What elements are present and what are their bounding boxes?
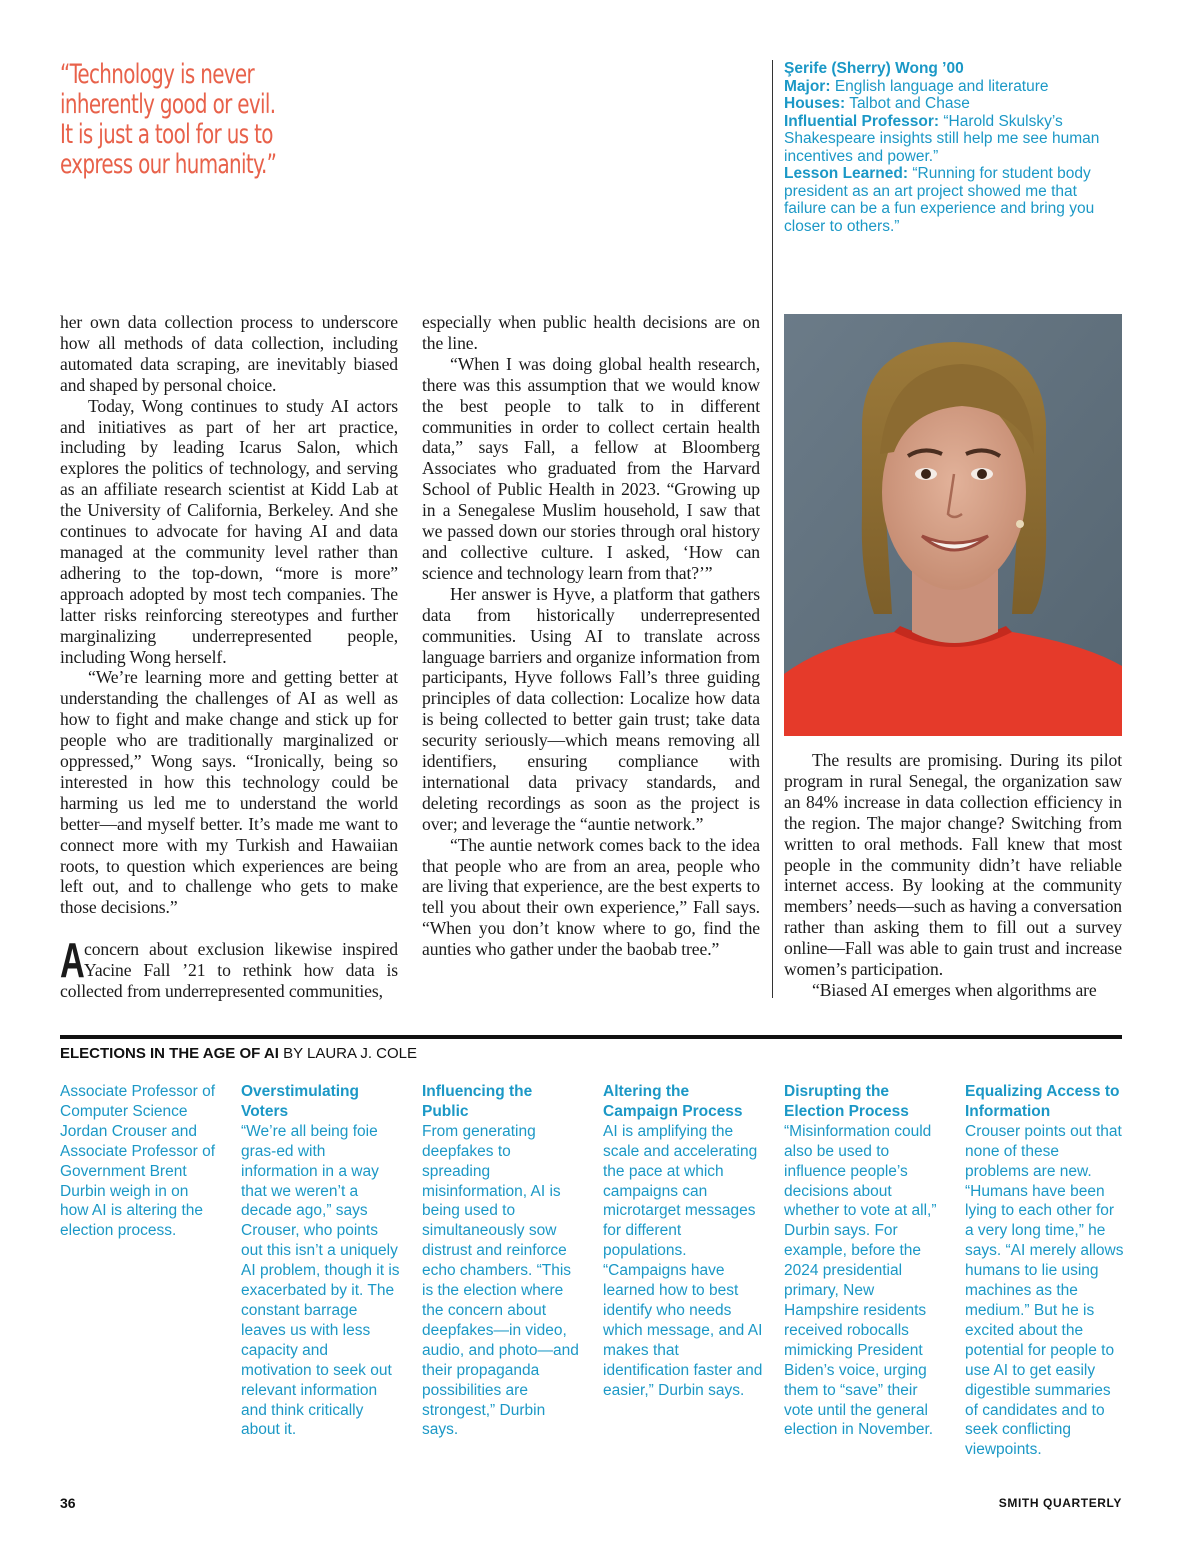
profile-professor-label: Influential Professor: bbox=[784, 112, 940, 130]
magazine-name: SMITH QUARTERLY bbox=[998, 1496, 1122, 1510]
profile-lesson bbox=[784, 165, 1114, 235]
article-paragraph: “When I was doing global health research, there was this assumption that we would know the best people to talk to in different communities in order to collect certain health data,” says Fall, a fellow at Bloomberg Associates who graduated from the Harvard School of Public Health in 2023. “Growing up in a Senegalese Muslim household, I saw that we passed down our stories through oral history and collective culture. I asked, ‘How can science and technology learn from that?’” bbox=[422, 353, 760, 583]
sidebar-title: ELECTIONS IN THE AGE OF AI bbox=[60, 1045, 279, 1062]
sidebar-byline: BY LAURA J. COLE bbox=[283, 1045, 418, 1062]
article-paragraph: especially when public health decisions are on the line. bbox=[422, 312, 760, 353]
profile-houses-value: Talbot and Chase bbox=[849, 95, 970, 112]
article-paragraph: “We’re learning more and getting better at understanding the challenges of AI as well as how to fight and make change and stick up for people who are traditionally marginalized or oppressed,” Wong says. “Ironically, being so interested in how this technology could be harming us led me to understand the world better—and myself better. It’s made me want to connect more with my Turkish and Hawaiian roots, to question which experiences are being left out, and to challenge who gets to make those decisions.” bbox=[60, 667, 398, 918]
profile-major bbox=[784, 78, 1114, 96]
profile-professor-value: “Harold Skulsky’s Shakespeare insights still help me see human incentives and power.” bbox=[784, 112, 1100, 165]
article-paragraph: her own data collection process to underscore how all methods of data collection, including automated data scraping, are inevitably biased and shaped by personal choice. bbox=[60, 312, 398, 395]
article-paragraph: “The auntie network comes back to the idea that people who are from an area, people who are living that experience, are the best experts to tell you about their own experience,” Fall says. “When you don’t know where to go, find the aunties who gather under the baobab tree.” bbox=[422, 834, 760, 960]
article-column-1 bbox=[60, 312, 398, 1002]
sidebar-column-heading: Altering the Campaign Process bbox=[603, 1083, 743, 1120]
profile-houses bbox=[784, 95, 1114, 113]
sidebar-column-body: From generating deepfakes to spreading misinformation, AI is being used to simultaneously sow distrust and reinforce echo chambers. “This is the election where the concern about deepfakes—in video, audio, and photo—and their propaganda possibilities are strongest,” Durbin says. bbox=[422, 1122, 579, 1439]
article-paragraph: Her answer is Hyve, a platform that gathers data from historically underrepresented communities. Using AI to translate across language barriers and organize information from participants, Hyve follows Fall’s three guiding principles of data collection: Localize how data is being collected to better gain trust; take data security seriously—which means removing all identifiers, ensuring compliance with international data privacy standards, and deleting recordings as soon as the project is over; and leverage the “auntie network.” bbox=[422, 583, 760, 834]
sidebar-column-heading: Disrupting the Election Process bbox=[784, 1083, 909, 1120]
article-paragraph: “Biased AI emerges when algorithms are bbox=[812, 979, 1097, 1000]
article-column-3 bbox=[784, 750, 1122, 1001]
sidebar-column bbox=[603, 1082, 763, 1401]
column-divider bbox=[772, 60, 773, 998]
sidebar-column-body: Crouser points out that none of these problems are new. “Humans have been lying to each other for a very long time,” he says. “AI merely allows humans to lie using machines as the medium.” But he is excited about the potential for people to use AI to get easily digestible summaries of candidates and to seek conflicting viewpoints. bbox=[965, 1122, 1124, 1459]
sidebar-column-heading: Overstimulating Voters bbox=[241, 1083, 359, 1120]
portrait-illustration bbox=[784, 314, 1122, 736]
sidebar-intro: Associate Professor of Computer Science Jordan Crouser and Associate Professor of Government Brent Durbin weigh in on how AI is altering the election process. bbox=[60, 1083, 216, 1240]
article-paragraph: Today, Wong continues to study AI actors and initiatives as part of her art practice, including by leading Icarus Salon, which explores the politics of technology, and serving as an affiliate research scientist at Kidd Lab at the University of California, Berkeley. And she continues to advocate for having AI and data managed at the community level rather than adhering to the top-down, “more is more” approach adopted by most tech companies. The latter risks reinforcing stereotypes and further marginalizing underrepresented people, including Wong herself. bbox=[60, 395, 398, 667]
drop-cap: A bbox=[60, 934, 85, 989]
sidebar-column bbox=[422, 1082, 582, 1440]
profile-name: Şerife (Sherry) Wong ’00 bbox=[784, 60, 964, 77]
profile-professor bbox=[784, 113, 1114, 166]
sidebar-column-heading: Equalizing Access to Information bbox=[965, 1083, 1120, 1120]
page-number: 36 bbox=[60, 1495, 76, 1511]
sidebar-column-body: “Misinformation could also be used to influence people’s decisions about whether to vote at all,” Durbin says. For example, before the 2024 presidential primary, New Hampshire residents received robocalls mimicking President Biden’s voice, urging them to “save” their vote until the general election in November. bbox=[784, 1122, 937, 1439]
article-paragraph: The results are promising. During its pilot program in rural Senegal, the organization saw an 84% increase in data collection efficiency in the region. The major change? Switching from written to oral methods. Fall knew that most people in the community didn’t have reliable internet access. By looking at the community members’ needs—such as having a conversation rather than asking them to fill out a survey online—Fall was able to gain trust and increase women’s participation. bbox=[784, 750, 1122, 980]
article-column-2 bbox=[422, 312, 760, 960]
sidebar-column-body: “We’re all being foie gras-ed with information in a way that we weren’t a decade ago,” says Crouser, who points out this isn’t a uniquely AI problem, though it is exacerbated by it. The constant barrage leaves us with less capacity and motivation to seek out relevant information and think critically about it. bbox=[241, 1122, 400, 1439]
sidebar-rule bbox=[60, 1035, 1122, 1039]
profile-lesson-value: “Running for student body president as an art project showed me that failure can be a fun experience and bring you closer to others.” bbox=[784, 165, 1095, 235]
article-paragraph-text: concern about exclusion likewise inspired Yacine Fall ’21 to rethink how data is collected from underrepresented communities, bbox=[60, 939, 398, 1002]
article-paragraph-dropcap bbox=[60, 934, 398, 1002]
sidebar-column bbox=[241, 1082, 401, 1440]
profile-houses-label: Houses: bbox=[784, 95, 846, 112]
sidebar-column-body: AI is amplifying the scale and accelerating the pace at which campaigns can microtarget messages for different populations. “Campaigns have learned how to best identify who needs which message, and AI makes that identification faster and easier,” Durbin says. bbox=[603, 1122, 763, 1399]
portrait-image bbox=[784, 314, 1122, 736]
sidebar-column-heading: Influencing the Public bbox=[422, 1083, 533, 1120]
profile-major-label: Major: bbox=[784, 77, 831, 95]
sidebar-column bbox=[965, 1082, 1125, 1460]
sidebar-header bbox=[60, 1045, 417, 1062]
profile-box bbox=[784, 60, 1114, 235]
pull-quote: “Technology is never inherently good or evil. It is just a tool for us to express our humanity.” bbox=[60, 59, 277, 180]
profile-major-value: English language and literature bbox=[834, 77, 1049, 95]
sidebar-column bbox=[784, 1082, 944, 1440]
profile-lesson-label: Lesson Learned: bbox=[784, 165, 909, 182]
